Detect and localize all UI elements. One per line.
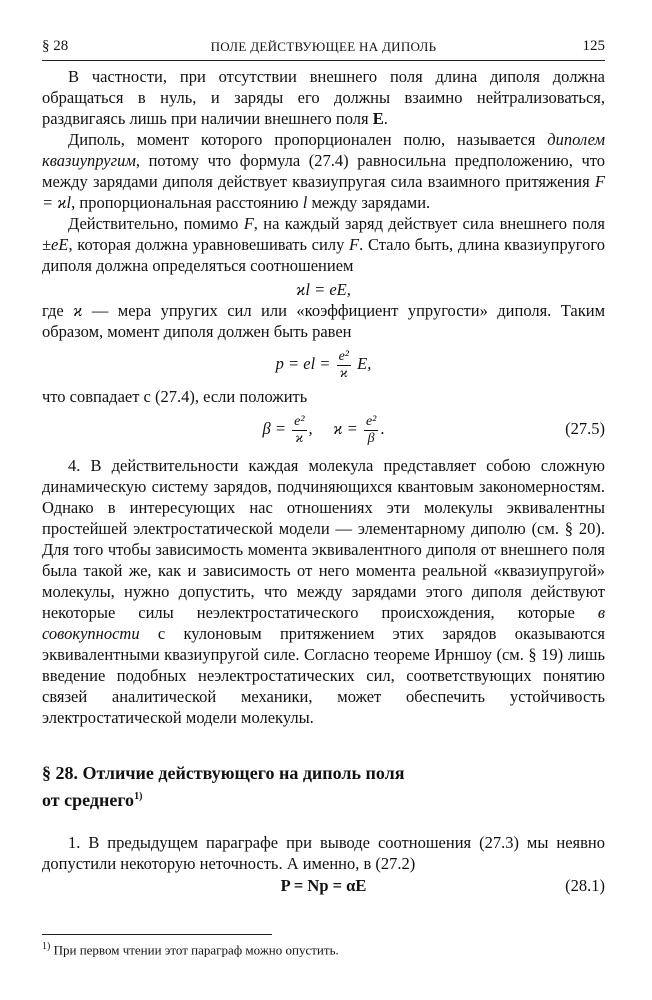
paragraph-5: что совпадает с (27.4), если положить [42,387,308,406]
fraction: $\frac{\text{e²}}{\beta}$ [365,413,377,446]
equation-1: ϰl = eE, [296,280,351,299]
paragraph-2: Диполь, момент которого пропорционален полю, называется диполем квазиупругим, потому что формула (27.4) равносильна предположению, что между зарядами диполя действует квазиупругая сила взаимного притяжения F = ϰl, пропорциональная расстоянию l между зарядами. [42,130,606,212]
footnote-mark: 1) [134,791,143,802]
equation-number: (28.1) [565,876,605,895]
paragraph-1: В частности, при отсутствии внешнего поля длина диполя должна обращаться в нуль, и заряды его должны взаимно нейтрализоваться, раздвигаясь лишь при наличии внешнего поля E. [42,67,605,128]
equation-3: β = $\frac{\text{e²}}{ϰ}$ , ϰ = $\frac{\text{e²}}{\beta}$ . (27.5) [42,407,605,451]
paragraph-6: 4. В действительности каждая молекула представляет собою сложную динамическую систему зарядов, подчиняющихся квантовым закономерностям. Однако в интересующих нас отношениях эти молекулы эквивалентны простейшей электростатической модели — элементарному диполю (см. § 20). Для того чтобы зависимость момента эквивалентного диполя от внешнего поля была такой же, как и зависимость от него момента реальной «квазиупругой» молекулы, нужно допустить, что между зарядами этого диполя действуют некоторые силы неэлектростатического происхождения, которые в совокупности с кулоновым притяжением этих зарядов оказываются эквивалентными квазиупругой силе. Согласно теореме Ирншоу (см. § 19) лишь введение подобных неэлектростатических сил, соответствующих понятию связей аналитической механики, может обеспечить устойчивость электростатической модели молекулы. [42,456,606,727]
footnote-rule [42,934,272,935]
paragraph-7: 1. В предыдущем параграфе при выводе соотношения (27.3) мы неявно допустили некоторую неточность. А именно, в (27.2) [42,833,605,873]
header-title: ПОЛЕ ДЕЙСТВУЮЩЕЕ НА ДИПОЛЬ [210,39,437,54]
page-number: 125 [582,38,605,54]
page-body [42,66,605,898]
header-section: § 28 [42,38,69,54]
fraction: $\frac{\text{e²}}{ϰ}$ [338,348,349,381]
section-heading: § 28. Отличие действующего на диполь поля от среднего$^{1)}$ [42,763,405,810]
footnote: $^{1)}$ При первом чтении этот параграф можно опустить. [42,941,339,958]
running-header [42,38,605,58]
paragraph-4: где ϰ — мера упругих сил или «коэффициент упругости» диполя. Таким образом, момент диполя должен быть равен [42,301,606,341]
equation-4: P = Np = αE (28.1) [42,874,605,898]
header-rule [42,60,605,61]
paragraph-3: Действительно, помимо F, на каждый заряд действует сила внешнего поля ±eE, которая должна уравновешивать силу F. Стало быть, длина квазиупругого диполя должна определяться соотношением [42,214,606,275]
fraction: $\frac{\text{e²}}{ϰ}$ [294,413,305,446]
equation-number: (27.5) [565,419,605,438]
equation-2: p = el = $\frac{\text{e²}}{ϰ}$ E, [275,348,372,381]
